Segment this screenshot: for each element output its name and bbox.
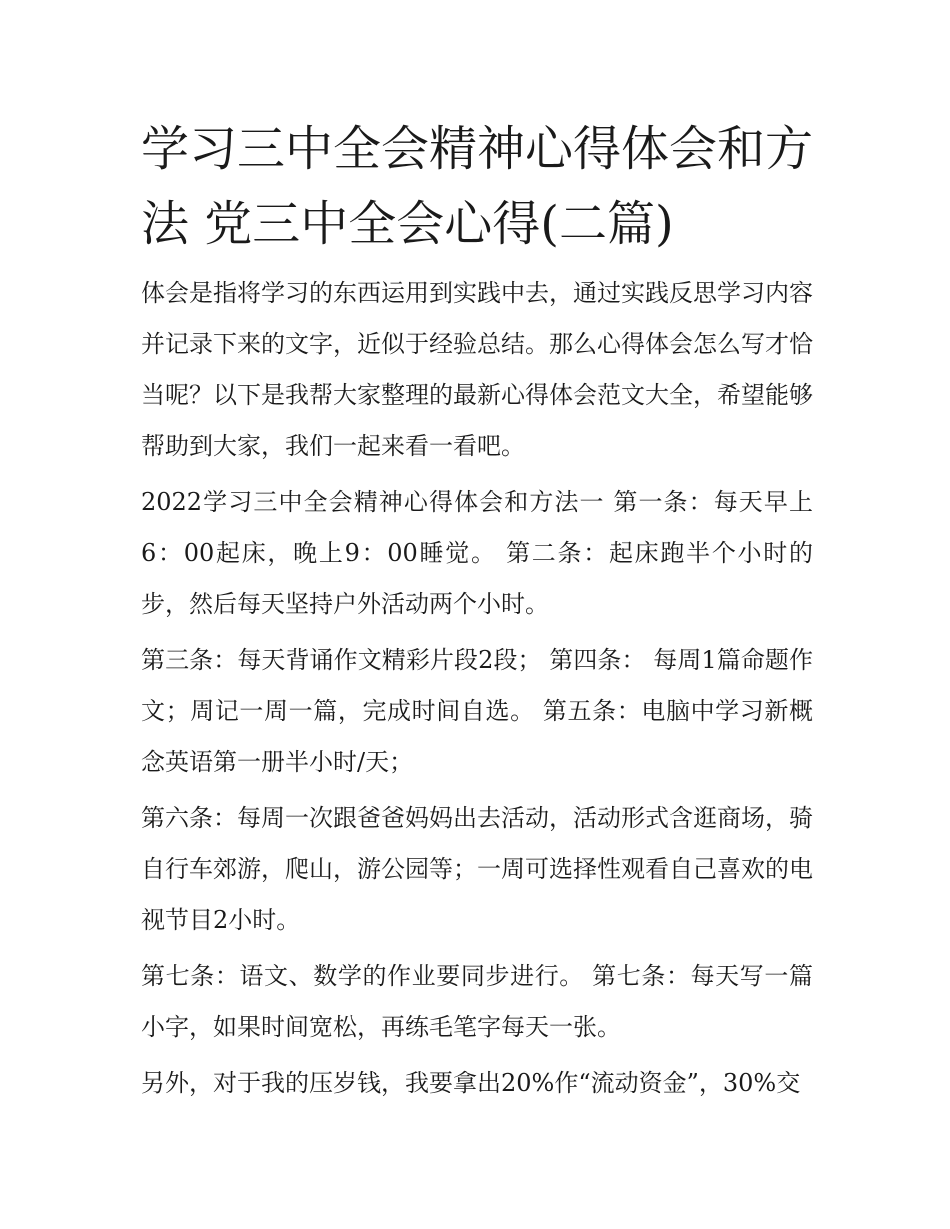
paragraph-rules-1-2: 2022学习三中全会精神心得体会和方法一 第一条：每天早上6：00起床，晚上9：00睡觉。 第二条：起床跑半个小时的步，然后每天坚持户外活动两个小时。 bbox=[141, 488, 813, 618]
paragraph-rule-6: 第六条：每周一次跟爸爸妈妈出去活动，活动形式含逛商场，骑自行车郊游，爬山，游公园等；一周可选择性观看自己喜欢的电视节目2小时。 bbox=[141, 804, 813, 934]
paragraph-money: 另外，对于我的压岁钱，我要拿出20%作“流动资金”，30%交 bbox=[141, 1069, 801, 1097]
document-title: 学习三中全会精神心得体会和方法 党三中全会心得(二篇) bbox=[141, 121, 814, 252]
paragraph-intro: 体会是指将学习的东西运用到实践中去，通过实践反思学习内容并记录下来的文字，近似于经验总结。那么心得体会怎么写才恰当呢？以下是我帮大家整理的最新心得体会范文大全，希望能够帮助到大家，我们一起来看一看吧。 bbox=[141, 279, 813, 460]
document-body bbox=[141, 112, 813, 1114]
paragraph-rule-7: 第七条：语文、数学的作业要同步进行。 第七条：每天写一篇小字，如果时间宽松，再练毛笔字每天一张。 bbox=[141, 962, 813, 1041]
paragraph-rules-3-5: 第三条：每天背诵作文精彩片段2段； 第四条： 每周1篇命题作文；周记一周一篇，完成时间自选。 第五条：电脑中学习新概念英语第一册半小时/天； bbox=[141, 646, 813, 776]
